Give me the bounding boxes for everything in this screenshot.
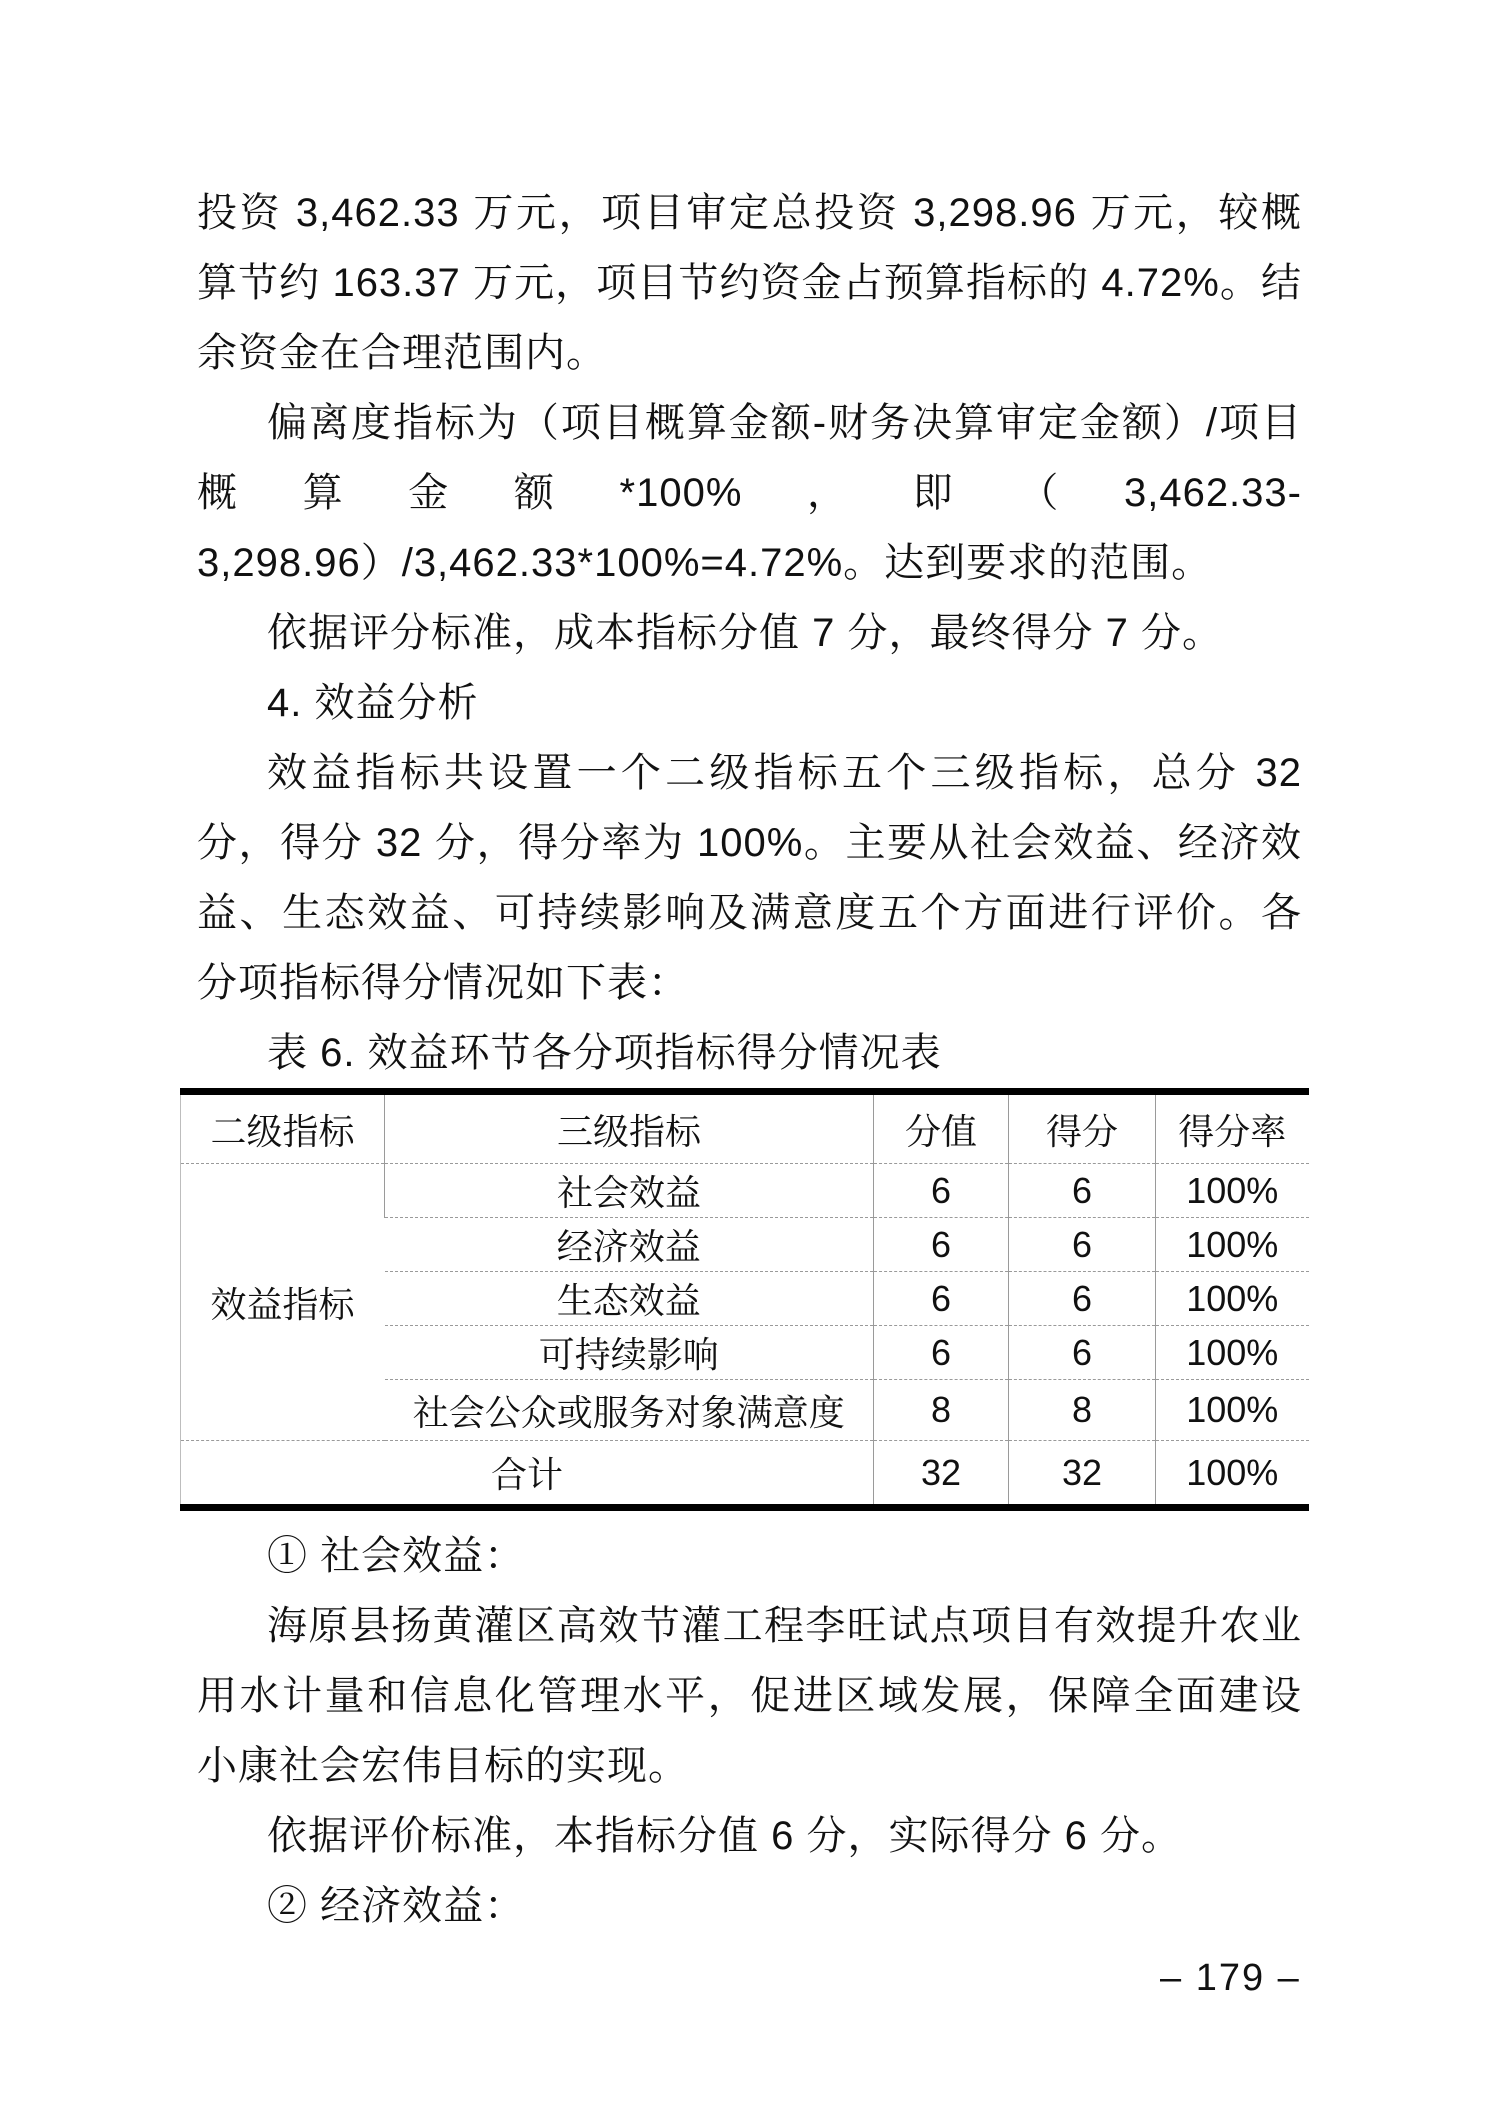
- indicator-name-cell: 生态效益: [385, 1272, 874, 1326]
- indicator-name-cell: 社会效益: [385, 1164, 874, 1218]
- item-heading-social-benefit: ① 社会效益：: [267, 1534, 526, 1578]
- points-cell: 6: [874, 1218, 1009, 1272]
- page-number: – 179 –: [1160, 1957, 1301, 1999]
- paragraph-benefit-intro: 效益指标共设置一个二级指标五个三级指标，总分 32 分，得分 32 分，得分率为 100%。主要从社会效益、经济效益、生态效益、可持续影响及满意度五个方面进行评价。各分项指标得分情况如下表：: [197, 751, 1302, 1005]
- rate-cell: 100%: [1156, 1326, 1309, 1380]
- indicator-name-cell: 社会公众或服务对象满意度: [385, 1380, 874, 1441]
- points-cell: 6: [874, 1326, 1009, 1380]
- indicator-name-cell: 经济效益: [385, 1218, 874, 1272]
- benefit-score-table: [180, 1088, 1309, 1511]
- rate-cell: 100%: [1156, 1380, 1309, 1441]
- points-cell: 8: [874, 1380, 1009, 1441]
- paragraph-investment-summary: 投资 3,462.33 万元，项目审定总投资 3,298.96 万元，较概算节约 163.37 万元，项目节约资金占预算指标的 4.72%。结余资金在合理范围内。: [197, 191, 1302, 375]
- table-title: 表 6. 效益环节各分项指标得分情况表: [267, 1031, 942, 1075]
- column-header-rate: 得分率: [1156, 1092, 1309, 1164]
- total-label-cell: 合计: [181, 1441, 874, 1508]
- item-heading-economic-benefit: ② 经济效益：: [267, 1884, 526, 1928]
- paragraph-social-benefit: 海原县扬黄灌区高效节灌工程李旺试点项目有效提升农业用水计量和信息化管理水平，促进区域发展，保障全面建设小康社会宏伟目标的实现。: [197, 1604, 1302, 1788]
- paragraph-cost-score: 依据评分标准，成本指标分值 7 分，最终得分 7 分。: [267, 611, 1223, 655]
- points-cell: 6: [874, 1164, 1009, 1218]
- score-cell: 8: [1009, 1380, 1156, 1441]
- column-header-score: 得分: [1009, 1092, 1156, 1164]
- page-content: [180, 178, 1308, 1941]
- score-cell: 6: [1009, 1164, 1156, 1218]
- rate-cell: 100%: [1156, 1218, 1309, 1272]
- paragraph-deviation-indicator: 偏离度指标为（项目概算金额-财务决算审定金额）/项目概算金额*100%，即（3,462.33-3,298.96）/3,462.33*100%=4.72%。达到要求的范围。: [197, 401, 1302, 585]
- indicator-name-cell: 可持续影响: [385, 1326, 874, 1380]
- rate-cell: 100%: [1156, 1272, 1309, 1326]
- section-heading-benefit-analysis: 4. 效益分析: [267, 681, 479, 725]
- paragraph-social-benefit-score: 依据评价标准，本指标分值 6 分，实际得分 6 分。: [267, 1814, 1182, 1858]
- score-cell: 6: [1009, 1218, 1156, 1272]
- total-points-cell: 32: [874, 1441, 1009, 1508]
- points-cell: 6: [874, 1272, 1009, 1326]
- total-score-cell: 32: [1009, 1441, 1156, 1508]
- column-header-level2: 二级指标: [210, 1110, 355, 1152]
- table-header-row: [181, 1092, 1309, 1164]
- table-total-row: [181, 1441, 1309, 1508]
- total-rate-cell: 100%: [1156, 1441, 1309, 1508]
- table-row: [181, 1164, 1309, 1218]
- score-cell: 6: [1009, 1326, 1156, 1380]
- column-header-points: 分值: [874, 1092, 1009, 1164]
- column-header-level3: 三级指标: [385, 1092, 874, 1164]
- group-label-cell: 效益指标: [181, 1164, 385, 1441]
- score-cell: 6: [1009, 1272, 1156, 1326]
- rate-cell: 100%: [1156, 1164, 1309, 1218]
